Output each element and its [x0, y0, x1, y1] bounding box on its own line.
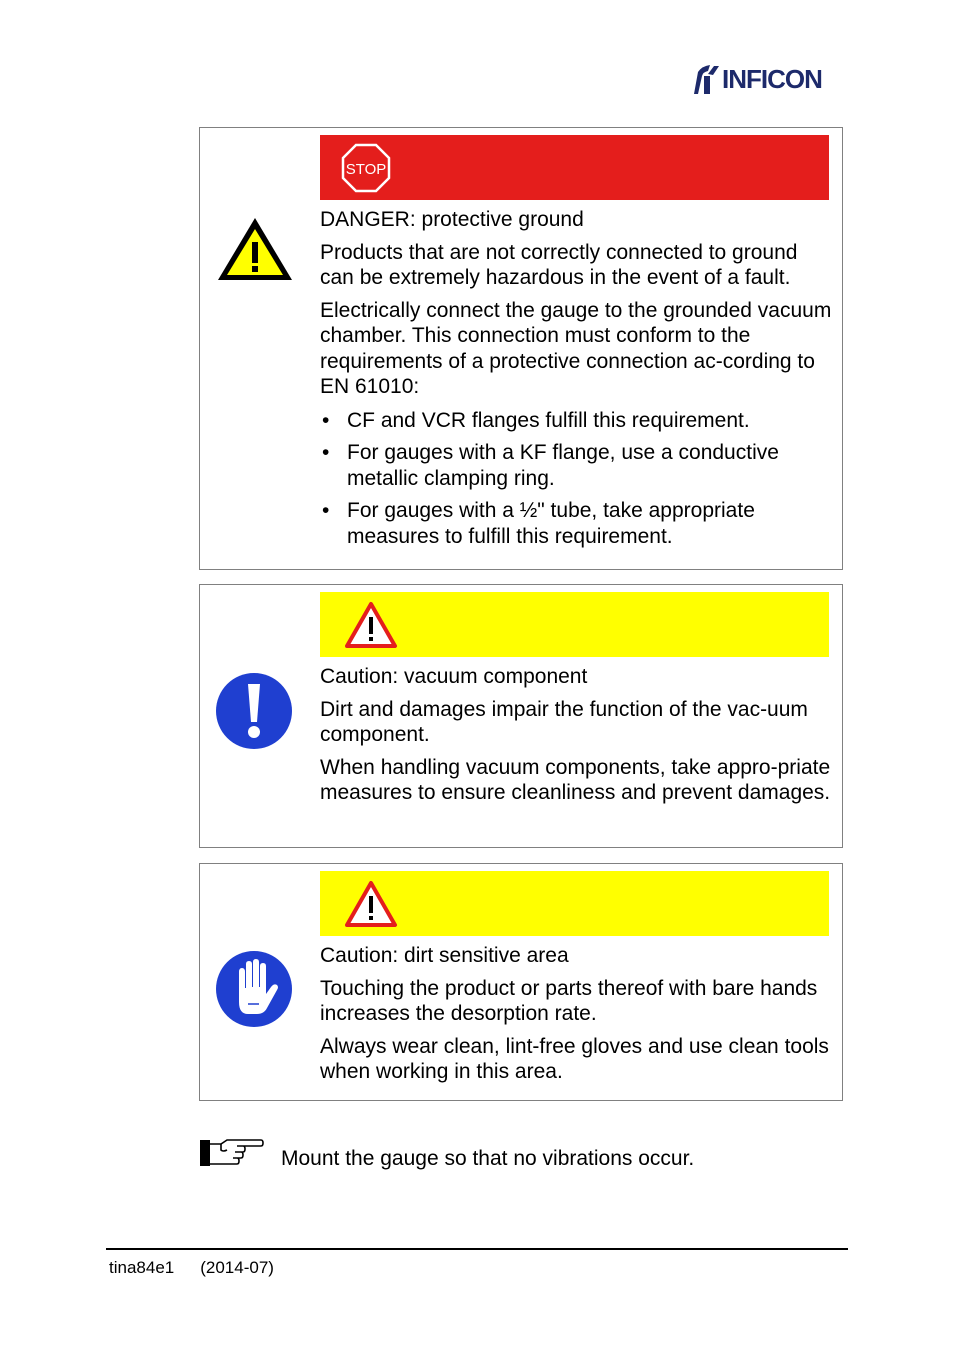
notice-paragraph: Electrically connect the gauge to the grounded vacuum chamber. This connection must conform to the requirements of a protective connection ac-cording to EN 61010: — [320, 298, 832, 398]
list-item: • For gauges with a ½" tube, take appropriate measures to fulfill this requirement. — [320, 498, 832, 549]
caution-dirt-content — [320, 871, 832, 1085]
requirement-list — [320, 408, 832, 550]
notice-title: Caution: vacuum component — [320, 665, 588, 688]
exclamation-circle-icon — [215, 672, 293, 750]
notice-paragraph: Always wear clean, lint-free gloves and use clean tools when working in this area. — [320, 1034, 829, 1083]
note-text: Mount the gauge so that no vibrations occur. — [281, 1147, 695, 1170]
warning-triangle-icon — [215, 215, 295, 283]
caution-dirt-notice-box — [199, 863, 843, 1101]
caution-vacuum-content — [320, 592, 832, 806]
notice-paragraph: Touching the product or parts thereof with bare hands increases the desorption rate. — [320, 976, 818, 1025]
danger-banner — [320, 135, 829, 200]
logo-text: INFICON — [722, 64, 822, 94]
notice-paragraph: When handling vacuum components, take appro-priate measures to ensure cleanliness and prevent damages. — [320, 755, 831, 804]
notice-title: DANGER: protective ground — [320, 208, 584, 231]
caution-banner — [320, 871, 829, 936]
notice-title: Caution: dirt sensitive area — [320, 944, 569, 967]
inficon-logo-mark-icon — [694, 62, 722, 96]
danger-notice-box — [199, 127, 843, 570]
stop-sign-text: STOP — [345, 161, 387, 178]
caution-triangle-icon — [344, 880, 398, 928]
footer-rule — [106, 1248, 848, 1250]
inficon-logo — [694, 62, 846, 96]
document-id: tina84e1 — [109, 1258, 175, 1277]
list-item: • CF and VCR flanges fulfill this requirement. — [320, 408, 832, 434]
glove-hand-icon — [215, 950, 293, 1028]
stop-sign-icon — [341, 143, 391, 193]
notice-paragraph: Products that are not correctly connected to ground can be extremely hazardous in the event of a fault. — [320, 240, 798, 289]
list-item: • For gauges with a KF flange, use a conductive metallic clamping ring. — [320, 440, 832, 491]
caution-triangle-icon — [344, 601, 398, 649]
caution-banner — [320, 592, 829, 657]
document-date: (2014-07) — [200, 1258, 274, 1277]
mounting-note — [199, 1138, 849, 1178]
footer — [109, 1257, 274, 1279]
pointing-hand-icon — [199, 1138, 265, 1168]
danger-notice-content — [320, 135, 832, 556]
caution-vacuum-notice-box — [199, 584, 843, 848]
notice-paragraph: Dirt and damages impair the function of the vac-uum component. — [320, 697, 808, 746]
